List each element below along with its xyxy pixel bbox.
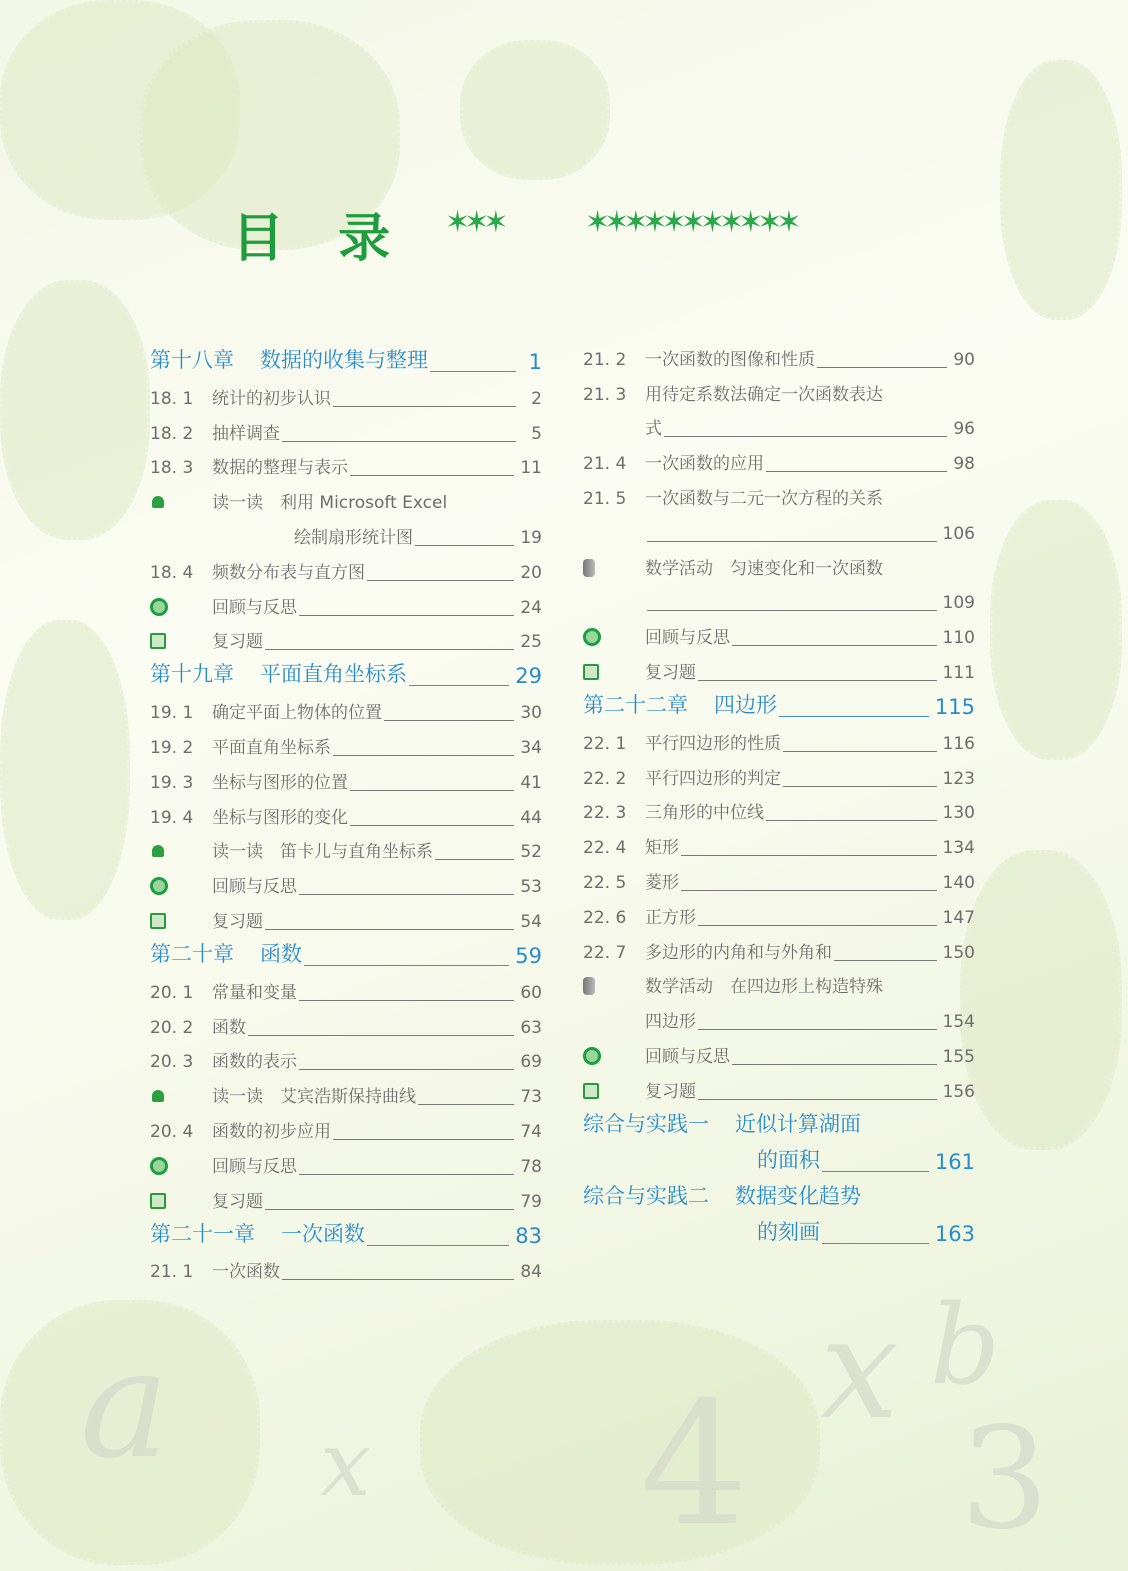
entry-title: 数学活动 匀速变化和一次函数 xyxy=(645,558,883,579)
entry-title: 一次函数 xyxy=(281,1221,365,1246)
section-number: 19. 3 xyxy=(150,772,194,793)
review-icon xyxy=(150,1157,168,1175)
entry-title: 复习题 xyxy=(212,1191,263,1212)
leader-line xyxy=(299,1000,514,1001)
page-number: 96 xyxy=(953,419,975,440)
leader-line xyxy=(384,720,514,721)
review-icon xyxy=(150,598,168,616)
page-number: 83 xyxy=(515,1223,542,1248)
entry-title: 数据变化趋势 xyxy=(735,1183,861,1208)
toc-chapter-entry[interactable] xyxy=(150,1212,542,1248)
toc-entry[interactable] xyxy=(583,928,975,963)
toc-chapter-entry[interactable] xyxy=(583,1174,975,1210)
leader-line xyxy=(698,680,937,681)
page-number: 150 xyxy=(942,942,975,963)
page-number: 110 xyxy=(942,628,975,649)
page-number: 52 xyxy=(520,842,542,863)
section-number: 22. 3 xyxy=(583,803,627,824)
decor-letter: 3 xyxy=(960,1398,1050,1561)
section-number: 21. 3 xyxy=(583,384,627,405)
page-number: 115 xyxy=(934,694,975,719)
entry-title: 一次函数的应用 xyxy=(645,454,764,475)
icon-cell xyxy=(150,840,212,862)
toc-entry[interactable] xyxy=(150,1072,542,1107)
toc-entry[interactable] xyxy=(150,793,542,828)
page-number: 20 xyxy=(520,562,542,583)
leader-line xyxy=(333,1139,514,1140)
entry-title: 确定平面上物体的位置 xyxy=(212,703,382,724)
page-title: 目 录 xyxy=(232,208,409,269)
background-shape xyxy=(990,500,1122,760)
toc-entry[interactable] xyxy=(583,754,975,789)
exercise-icon xyxy=(150,913,166,929)
toc-entry[interactable] xyxy=(583,789,975,824)
toc-entry[interactable] xyxy=(150,1107,542,1142)
toc-entry[interactable] xyxy=(150,723,542,758)
leader-line xyxy=(265,649,514,650)
entry-title: 函数的表示 xyxy=(212,1052,297,1073)
toc-entry[interactable] xyxy=(583,719,975,754)
page-number: 59 xyxy=(515,943,542,968)
chapter-number: 第二十二章 xyxy=(583,692,688,717)
toc-entry[interactable] xyxy=(150,1038,542,1073)
leader-line xyxy=(299,1174,514,1175)
toc-entry[interactable] xyxy=(150,478,542,513)
icon-cell xyxy=(583,1080,645,1102)
toc-entry[interactable] xyxy=(583,509,975,544)
chapter-number: 第十九章 xyxy=(150,662,234,687)
icon-cell xyxy=(583,975,645,997)
page-number: 109 xyxy=(942,593,975,614)
entry-title: 频数分布表与直方图 xyxy=(212,562,365,583)
leader-line xyxy=(681,855,937,856)
page-number: 25 xyxy=(520,632,542,653)
page-number: 111 xyxy=(942,662,975,683)
entry-title: 一次函数 xyxy=(212,1262,280,1283)
entry-title: 读一读 艾宾浩斯保持曲线 xyxy=(212,1087,416,1108)
entry-title: 平面直角坐标系 xyxy=(212,737,331,758)
page-number: 78 xyxy=(520,1156,542,1177)
leader-line xyxy=(647,610,937,611)
toc-entry[interactable] xyxy=(150,1142,542,1177)
leader-line xyxy=(304,965,509,966)
toc-entry[interactable] xyxy=(583,963,975,998)
section-number: 21. 4 xyxy=(583,454,627,475)
toc-entry[interactable] xyxy=(150,583,542,618)
leader-line xyxy=(783,786,937,787)
page-number: 63 xyxy=(520,1017,542,1038)
leader-line xyxy=(681,890,937,891)
section-number: 22. 5 xyxy=(583,872,627,893)
icon-cell xyxy=(150,630,212,652)
leader-line xyxy=(647,541,937,542)
toc-entry[interactable] xyxy=(150,409,542,444)
entry-title: 复习题 xyxy=(212,911,263,932)
entry-title: 回顾与反思 xyxy=(645,628,730,649)
entry-title: 坐标与图形的变化 xyxy=(212,807,348,828)
toc-chapter-entry[interactable] xyxy=(150,338,542,374)
page-number: 30 xyxy=(520,703,542,724)
leader-line xyxy=(299,894,514,895)
section-number: 22. 6 xyxy=(583,907,627,928)
toc-entry[interactable] xyxy=(583,858,975,893)
page-number: 1 xyxy=(528,350,542,374)
page-number: 60 xyxy=(520,982,542,1003)
chapter-number: 第十八章 xyxy=(150,348,234,372)
entry-title: 数学活动 在四边形上构造特殊 xyxy=(645,977,883,998)
icon-cell xyxy=(583,661,645,683)
entry-title: 平面直角坐标系 xyxy=(260,662,407,687)
entry-title: 四边形 xyxy=(714,692,777,717)
entry-title: 正方形 xyxy=(645,907,696,928)
page-number: 24 xyxy=(520,597,542,618)
decor-letter: x xyxy=(820,1288,899,1451)
icon-cell xyxy=(583,1045,645,1067)
entry-title: 回顾与反思 xyxy=(212,1156,297,1177)
leader-line xyxy=(766,471,947,472)
page-number: 123 xyxy=(942,768,975,789)
leader-line xyxy=(822,1171,929,1172)
leader-line xyxy=(732,645,937,646)
section-number: 21. 1 xyxy=(150,1262,194,1283)
page-number: 44 xyxy=(520,807,542,828)
leader-line xyxy=(350,825,514,826)
page-number: 69 xyxy=(520,1052,542,1073)
entry-title: 读一读 笛卡儿与直角坐标系 xyxy=(212,842,433,863)
toc-chapter-entry[interactable] xyxy=(583,1102,975,1138)
toc-entry[interactable] xyxy=(150,688,542,723)
entry-title: 矩形 xyxy=(645,838,679,859)
toc-entry[interactable] xyxy=(150,374,542,409)
section-number: 22. 1 xyxy=(583,733,627,754)
page-number: 161 xyxy=(934,1149,975,1174)
page-number: 19 xyxy=(520,527,542,548)
section-number: 21. 5 xyxy=(583,488,627,509)
leader-line xyxy=(333,406,516,407)
entry-title: 三角形的中位线 xyxy=(645,803,764,824)
entry-title: 函数 xyxy=(260,941,302,966)
section-number: 18. 3 xyxy=(150,458,194,479)
page-number: 53 xyxy=(520,877,542,898)
page-number: 79 xyxy=(520,1191,542,1212)
section-number: 20. 3 xyxy=(150,1052,194,1073)
entry-title: 回顾与反思 xyxy=(212,597,297,618)
page-number: 29 xyxy=(515,664,542,689)
leader-line xyxy=(834,960,937,961)
icon-cell xyxy=(150,491,212,513)
leader-line xyxy=(367,580,514,581)
section-number: 18. 4 xyxy=(150,562,194,583)
page-number: 130 xyxy=(942,803,975,824)
section-number: 20. 1 xyxy=(150,982,194,1003)
leader-line xyxy=(265,1209,514,1210)
page-number: 34 xyxy=(520,737,542,758)
page-number: 90 xyxy=(953,349,975,370)
read-icon xyxy=(152,845,164,857)
entry-title: 回顾与反思 xyxy=(212,877,297,898)
leader-line xyxy=(248,1035,514,1036)
leader-line xyxy=(350,475,514,476)
background-shape xyxy=(960,850,1122,1150)
icon-cell xyxy=(583,557,645,579)
section-number: 19. 2 xyxy=(150,737,194,758)
decor-letter: 4 xyxy=(640,1366,749,1564)
page-number: 140 xyxy=(942,872,975,893)
page-number: 163 xyxy=(934,1221,975,1246)
chapter-number: 综合与实践一 xyxy=(583,1111,709,1136)
entry-title: 菱形 xyxy=(645,872,679,893)
page-number: 155 xyxy=(942,1046,975,1067)
toc-entry[interactable] xyxy=(583,474,975,509)
leader-line xyxy=(779,716,929,717)
page-number: 156 xyxy=(942,1081,975,1102)
entry-title: 回顾与反思 xyxy=(645,1046,730,1067)
icon-cell xyxy=(150,596,212,618)
grass-decoration: ✶✶✶ xyxy=(445,205,503,240)
decor-letter: x xyxy=(320,1412,371,1517)
page-number: 134 xyxy=(942,838,975,859)
toc-right-column xyxy=(583,335,975,1246)
review-icon xyxy=(583,1047,601,1065)
toc-entry[interactable] xyxy=(583,893,975,928)
entry-title: 函数的初步应用 xyxy=(212,1121,331,1142)
entry-title: 用待定系数法确定一次函数表达 xyxy=(645,384,883,405)
entry-title: 函数 xyxy=(212,1017,246,1038)
toc-entry[interactable] xyxy=(150,1177,542,1212)
leader-line xyxy=(822,1243,929,1244)
leader-line xyxy=(409,685,509,686)
toc-chapter-entry[interactable] xyxy=(150,932,542,968)
entry-title: 平行四边形的判定 xyxy=(645,768,781,789)
toc-chapter-entry[interactable] xyxy=(150,652,542,688)
background-shape xyxy=(460,40,610,180)
leader-line xyxy=(766,820,937,821)
toc-entry[interactable] xyxy=(150,968,542,1003)
exercise-icon xyxy=(583,1083,599,1099)
leader-line xyxy=(783,751,937,752)
toc-chapter-entry[interactable] xyxy=(583,1138,975,1174)
page-number: 74 xyxy=(520,1121,542,1142)
icon-cell xyxy=(150,875,212,897)
exercise-icon xyxy=(583,664,599,680)
leader-line xyxy=(282,1279,514,1280)
toc-entry[interactable] xyxy=(150,1248,542,1283)
entry-title: 抽样调查 xyxy=(212,423,280,444)
toc-entry[interactable] xyxy=(150,513,542,548)
page-number: 154 xyxy=(942,1012,975,1033)
entry-title: 统计的初步认识 xyxy=(212,388,331,409)
icon-cell xyxy=(150,910,212,932)
section-number: 20. 2 xyxy=(150,1017,194,1038)
page-number: 5 xyxy=(531,423,542,444)
toc-entry[interactable] xyxy=(150,897,542,932)
chapter-number: 第二十一章 xyxy=(150,1221,255,1246)
page-number: 147 xyxy=(942,907,975,928)
section-number: 22. 2 xyxy=(583,768,627,789)
page-number: 73 xyxy=(520,1087,542,1108)
toc-entry[interactable] xyxy=(583,613,975,648)
review-icon xyxy=(150,877,168,895)
leader-line xyxy=(265,929,514,930)
leader-line xyxy=(367,1245,509,1246)
entry-title: 一次函数的图像和性质 xyxy=(645,349,815,370)
leader-line xyxy=(435,859,514,860)
toc-entry[interactable] xyxy=(150,618,542,653)
toc-entry[interactable] xyxy=(150,548,542,583)
leader-line xyxy=(299,615,514,616)
entry-title: 数据的整理与表示 xyxy=(212,458,348,479)
entry-title: 读一读 利用 Microsoft Excel xyxy=(212,493,448,514)
activity-icon xyxy=(583,559,595,577)
decor-letter: b xyxy=(930,1281,1001,1409)
leader-line xyxy=(282,441,516,442)
entry-title: 复习题 xyxy=(212,632,263,653)
grass-decoration: ✶✶✶✶✶✶✶✶✶✶✶ xyxy=(585,205,796,240)
toc-entry[interactable] xyxy=(150,1003,542,1038)
read-icon xyxy=(152,496,164,508)
page-number: 41 xyxy=(520,772,542,793)
toc-entry[interactable] xyxy=(583,997,975,1032)
toc-entry[interactable] xyxy=(583,579,975,614)
background-shape xyxy=(0,620,130,920)
section-number: 20. 4 xyxy=(150,1121,194,1142)
page-number: 2 xyxy=(531,388,542,409)
activity-icon xyxy=(583,977,595,995)
icon-cell xyxy=(150,1155,212,1177)
entry-title: 复习题 xyxy=(645,1081,696,1102)
leader-line xyxy=(350,790,514,791)
toc-entry[interactable] xyxy=(583,370,975,405)
chapter-number: 第二十章 xyxy=(150,941,234,966)
entry-title: 式 xyxy=(645,419,662,440)
toc-entry[interactable] xyxy=(150,828,542,863)
section-number: 19. 4 xyxy=(150,807,194,828)
icon-cell xyxy=(583,626,645,648)
page-number: 106 xyxy=(942,523,975,544)
toc-entry[interactable] xyxy=(583,544,975,579)
section-number: 22. 4 xyxy=(583,838,627,859)
toc-entry[interactable] xyxy=(583,823,975,858)
leader-line xyxy=(698,1099,937,1100)
leader-line xyxy=(299,1069,514,1070)
leader-line xyxy=(732,1064,937,1065)
leader-line xyxy=(430,371,516,372)
leader-line xyxy=(698,925,937,926)
toc-entry[interactable] xyxy=(583,1067,975,1102)
page-number: 116 xyxy=(942,733,975,754)
toc-left-column xyxy=(150,338,542,1282)
leader-line xyxy=(333,755,514,756)
leader-line xyxy=(817,367,947,368)
section-number: 21. 2 xyxy=(583,349,627,370)
toc-entry[interactable] xyxy=(150,862,542,897)
decor-letter: a xyxy=(80,1318,170,1492)
entry-title: 四边形 xyxy=(645,1012,696,1033)
toc-chapter-entry[interactable] xyxy=(583,683,975,719)
exercise-icon xyxy=(150,1193,166,1209)
entry-title: 常量和变量 xyxy=(212,982,297,1003)
leader-line xyxy=(415,545,514,546)
background-shape xyxy=(420,1320,820,1565)
entry-title: 近似计算湖面 xyxy=(735,1111,861,1136)
page-number: 54 xyxy=(520,911,542,932)
toc-entry[interactable] xyxy=(583,439,975,474)
toc-chapter-entry[interactable] xyxy=(583,1210,975,1246)
section-number: 18. 1 xyxy=(150,388,194,409)
icon-cell xyxy=(150,1085,212,1107)
toc-entry[interactable] xyxy=(583,1032,975,1067)
entry-title: 数据的收集与整理 xyxy=(260,348,428,372)
icon-cell xyxy=(150,1190,212,1212)
entry-title: 多边形的内角和与外角和 xyxy=(645,942,832,963)
section-number: 18. 2 xyxy=(150,423,194,444)
read-icon xyxy=(152,1090,164,1102)
entry-title: 平行四边形的性质 xyxy=(645,733,781,754)
toc-entry[interactable] xyxy=(583,648,975,683)
entry-title: 的刻画 xyxy=(757,1219,820,1244)
leader-line xyxy=(698,1029,937,1030)
chapter-number: 综合与实践二 xyxy=(583,1183,709,1208)
entry-title: 一次函数与二元一次方程的关系 xyxy=(645,488,883,509)
exercise-icon xyxy=(150,633,166,649)
review-icon xyxy=(583,628,601,646)
background-shape xyxy=(1000,60,1122,320)
entry-title: 坐标与图形的位置 xyxy=(212,772,348,793)
toc-entry[interactable] xyxy=(583,335,975,370)
page-number: 11 xyxy=(520,458,542,479)
entry-title: 复习题 xyxy=(645,662,696,683)
toc-entry[interactable] xyxy=(150,758,542,793)
page-number: 84 xyxy=(520,1262,542,1283)
toc-entry[interactable] xyxy=(583,405,975,440)
leader-line xyxy=(418,1104,514,1105)
section-number: 22. 7 xyxy=(583,942,627,963)
entry-title: 的面积 xyxy=(757,1147,820,1172)
background-shape xyxy=(0,280,150,540)
leader-line xyxy=(664,436,947,437)
page-number: 98 xyxy=(953,454,975,475)
entry-title: 绘制扇形统计图 xyxy=(294,527,413,548)
section-number: 19. 1 xyxy=(150,703,194,724)
toc-entry[interactable] xyxy=(150,444,542,479)
